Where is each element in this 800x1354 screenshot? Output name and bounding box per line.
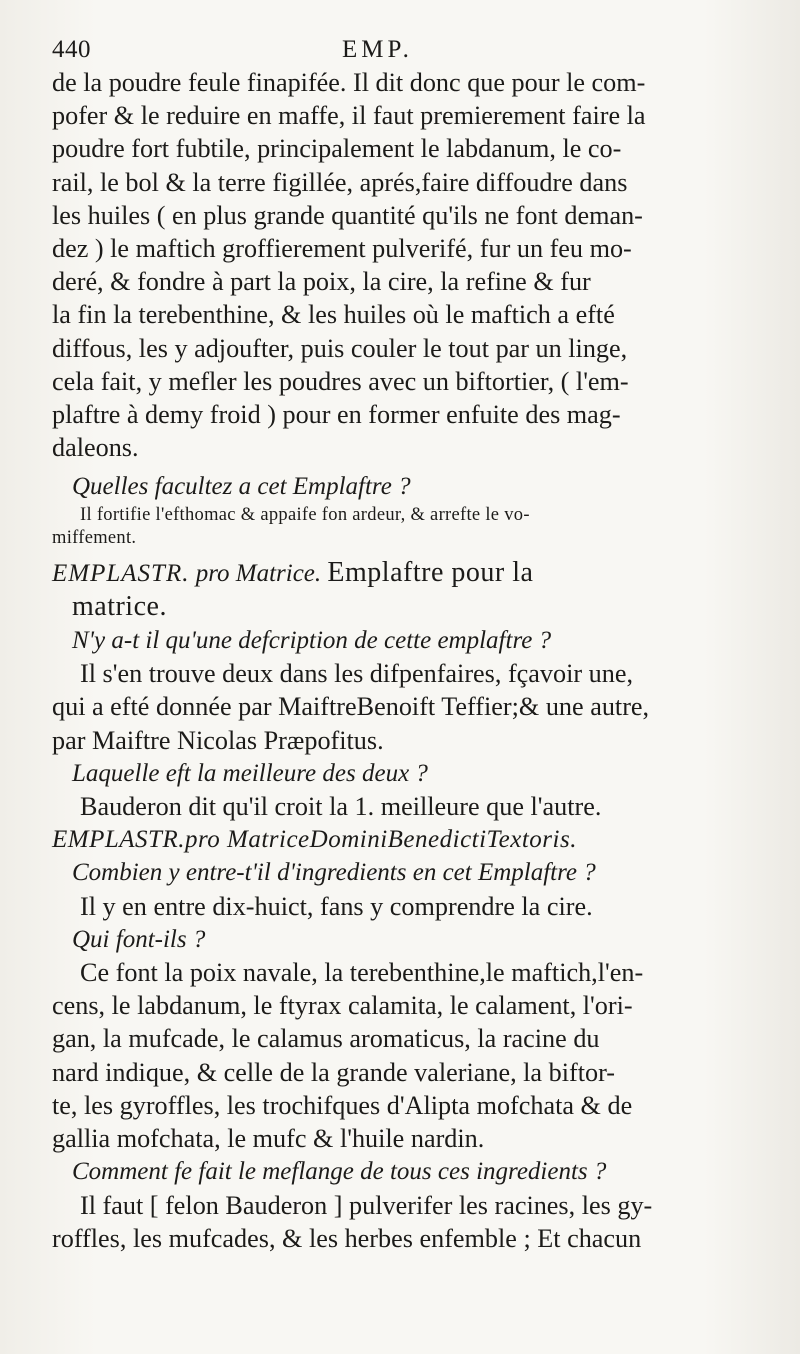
text-line: diffous, les y adjoufter, puis couler le tout par un linge, (52, 333, 628, 363)
body-text (52, 66, 760, 1255)
answer-line: gan, la mufcade, le calamus aromaticus, la racine du (52, 1024, 600, 1054)
heading-roman: Emplaftre pour la (327, 556, 534, 588)
text-line: plaftre à demy froid ) pour en former enfuite des mag- (52, 400, 621, 430)
answer-line: Bauderon dit qu'il croit la 1. meilleure que l'autre. (80, 792, 602, 822)
answer-line: qui a efté donnée par MaiftreBenoift Teffier;& une autre, (52, 692, 650, 722)
answer-line: roffles, les mufcades, & les herbes enfemble ; Et chacun (52, 1223, 642, 1253)
answer-line: Il s'en trouve deux dans les difpenfaires, fçavoir une, (80, 659, 634, 689)
question-ingredient-count: Combien y entre-t'il d'ingredients en cet Emplaftre ? (72, 859, 596, 887)
answer-line: nard indique, & celle de la grande valeriane, la biftor- (52, 1057, 615, 1087)
heading-caps: EMPLASTR. (52, 559, 190, 587)
section-heading-emplastre-matrice (52, 556, 760, 590)
answer-line: te, les gyroffles, les trochifques d'Alipta mofchata & de (52, 1090, 633, 1120)
page-number: 440 (52, 36, 91, 63)
answer-line: Il faut [ felon Bauderon ] pulverifer les racines, les gy- (80, 1190, 653, 1220)
text-line: pofer & le reduire en maffe, il faut premierement faire la (52, 101, 646, 131)
text-line: deré, & fondre à part la poix, la cire, la refine & fur (52, 267, 591, 297)
text-line: daleons. (52, 433, 139, 463)
question-which: Qui font-ils ? (72, 925, 206, 953)
heading-italic: pro Matrice. (195, 559, 322, 587)
text-line: poudre fort fubtile, principalement le labdanum, le co- (52, 134, 622, 164)
running-head: EMP. (342, 36, 413, 63)
section-heading-textoris: EMPLASTR.pro MatriceDominiBenedictiTextoris. (52, 826, 577, 854)
answer-line: par Maiftre Nicolas Præpofitus. (52, 725, 384, 755)
page-header (52, 36, 760, 64)
question-descriptions: N'y a-t il qu'une defcription de cette emplaftre ? (72, 627, 552, 655)
text-line: rail, le bol & la terre figillée, aprés,faire diffoudre dans (52, 167, 628, 197)
answer-line: Il y en entre dix-huict, fans y comprendre la cire. (80, 891, 593, 921)
text-line: cela fait, y mefler les poudres avec un biftortier, ( l'em- (52, 366, 629, 396)
heading-roman: matrice. (72, 590, 167, 622)
text-line: dez ) le maftich groffierement pulverifé, fur un feu mo- (52, 234, 632, 264)
question-faculties: Quelles facultez a cet Emplaftre ? (72, 473, 411, 501)
answer-line: Ce font la poix navale, la terebenthine,le maftich,l'en- (80, 958, 644, 988)
question-mixing: Comment fe fait le meflange de tous ces ingredients ? (72, 1158, 607, 1186)
answer-line: miffement. (52, 527, 137, 548)
text-line: de la poudre feule finapifée. Il dit donc que pour le com- (52, 68, 646, 97)
text-line: les huiles ( en plus grande quantité qu'ils ne font deman- (52, 200, 643, 230)
text-line: la fin la terebenthine, & les huiles où le maftich a efté (52, 300, 615, 330)
question-best: Laquelle eft la meilleure des deux ? (72, 759, 428, 787)
section-heading-line2 (52, 590, 760, 624)
answer-line: Il fortifie l'efthomac & appaife fon ardeur, & arrefte le vo- (80, 504, 530, 525)
answer-line: cens, le labdanum, le ftyrax calamita, le calament, l'ori- (52, 991, 633, 1021)
answer-line: gallia mofchata, le mufc & l'huile nardin. (52, 1124, 485, 1154)
